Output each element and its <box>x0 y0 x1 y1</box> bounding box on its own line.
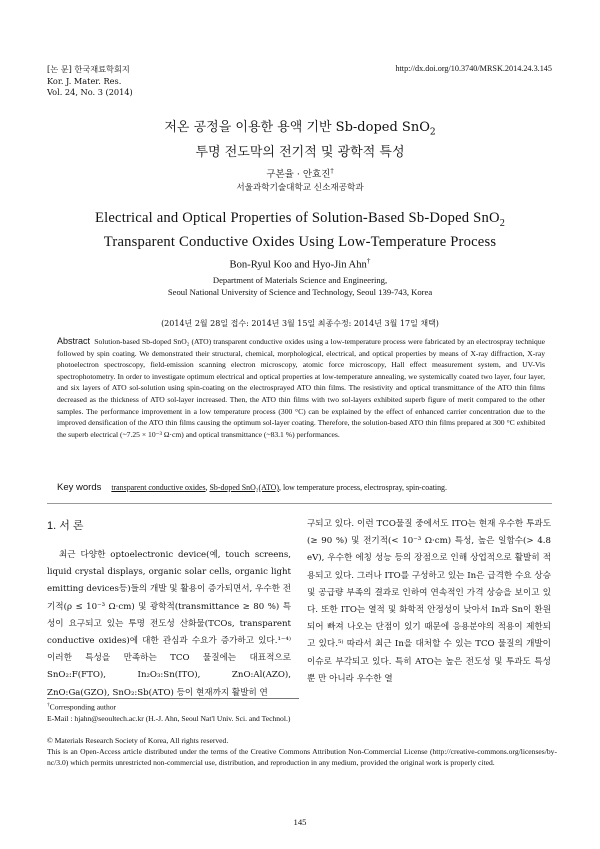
english-affiliation <box>0 274 600 299</box>
footnote-dagger: † <box>47 702 50 708</box>
korean-authors-dagger: † <box>330 166 334 175</box>
footnote-corresponding-author: Corresponding author <box>49 702 117 712</box>
journal-header <box>47 64 133 99</box>
right-column-paragraph: 구되고 있다. 이런 TCO물질 중에서도 ITO는 현재 우수한 투과도(≥ 90 %) 및 전기적(< 10⁻³ Ω·cm) 특성, 높은 일함수(> 4.8 eV), 우수한 에칭 성능 등의 장점으로 인해 상업적으로 활발히 적용되고 있다. 그러나 ITO를 구성하고 있는 In은 급격한 수요 상승 및 공급량 부족의 결과로 인하여 연속적인 가격 상승을 보이고 있다. 또한 ITO는 열적 및 화학적 안정성이 낮아서 In과 Sn이 환원되어 빠져 나오는 단점이 있기 때문에 응용분야의 적용이 제한되고 있다.⁵⁾ 따라서 최근 In을 대처할 수 있는 TCO 물질의 개발이 이슈로 부각되고 있다. 특히 ATO는 높은 전도성 및 투과도 특성뿐 만 아니라 우수한 열 <box>307 519 551 684</box>
english-affiliation-line2: Seoul National University of Science and Technology, Seoul 139-743, Korea <box>167 287 433 298</box>
copyright-notice: © Materials Research Society of Korea, All rights reserved. <box>47 736 229 745</box>
english-authors-names: Bon-Ryul Koo and Hyo-Jin Ahn <box>229 259 367 271</box>
keywords-rest: , low temperature process, electrospray, spin-coating. <box>279 483 447 492</box>
keyword-tco: transparent conductive oxides <box>111 483 206 492</box>
submission-dates: (2014년 2월 28일 접수: 2014년 3월 15일 최종수정: 2014년 3월 17일 채택) <box>161 319 439 328</box>
footnotes <box>47 700 557 724</box>
english-title-line2: Transparent Conductive Oxides Using Low-Temperature Process <box>103 233 497 250</box>
english-authors-dagger: † <box>366 256 371 265</box>
abstract-label: Abstract <box>57 336 91 346</box>
english-title <box>30 209 570 252</box>
korean-authors-names: 구본율 · 안효진 <box>266 169 331 180</box>
korean-title-line1: 저온 공정을 이용한 용액 기반 Sb-doped SnO <box>164 120 430 135</box>
page-number: 145 <box>293 817 307 827</box>
keywords-label: Key words <box>57 482 102 493</box>
korean-affiliation: 서울과학기술대학교 신소재공학과 <box>236 183 364 193</box>
korean-title-line2: 투명 전도막의 전기적 및 광학적 특성 <box>195 144 405 160</box>
korean-authors <box>0 166 600 180</box>
abstract-text: Solution-based Sb-doped SnO₂ (ATO) transparent conductive oxides using a low-temperature process were fabricated by an electrospray technique followed by spin coating. We demonstrated their structural, chemical, morphological, electrical, and optical properties by means of X-ray diffraction, X-ray photoelectron spectroscopy, field-emission scanning electron microscopy, atomic force microscopy, Hall effect measurement system, and UV-Vis spectrophotometry. In order to investigate optimum electrical and optical properties at low-temperature annealing, we systemically coated two layer, four layer, and six layers of ATO sol-solution using spin-coating on the electrosprayed ATO thin films. The resistivity and optical transmittance of the ATO thin films decreased as the thickness of ATO sol-layer increased. Then, the ATO thin films with two sol-layers exhibited superb figure of merit compared to the other samples. The performance improvement in a low temperature process (300 °C) can be explained by the effect of enhanced carrier concentration due to the improved densification of the ATO thin films causing the optimum sol-layer coating. Therefore, the solution-based ATO thin films prepared at 300 °C exhibited the superb electrical (~7.25 × 10⁻³ Ω·cm) and optical transmittance (~83.1 %) performances. <box>57 337 545 439</box>
right-column <box>307 516 551 688</box>
journal-name-kr: [논 문] 한국재료학회지 <box>47 64 130 74</box>
korean-title-subscript: 2 <box>429 127 436 138</box>
license-text: This is an Open-Access article distributed under the terms of the Creative Commons Attribution Non-Commercial License (http://creative-commons.org/licenses/by-nc/3.0) which permits unrestricted non-commercial use, distribution, and reproduction in any medium, provided the original work is properly cited. <box>47 747 557 768</box>
korean-title <box>0 118 600 162</box>
left-column-paragraph: 최근 다양한 optoelectronic device(예, touch screens, liquid crystal displays, organic solar cells, organic light emitting devices등)들의 개발 및 활용이 증가되면서, 우수한 전기적(ρ ≤ 10⁻³ Ω·cm) 및 광학적(transmittance ≥ 80 %) 특성이 요구되고 있는 투명 전도성 산화물(TCOs, transparent conductive oxides)에 대한 관심과 수요가 증가하고 있다.¹⁻⁴⁾ 이러한 특성을 만족하는 TCO 물질에는 대표적으로 SnO₂:F(FTO), In₂O₃:Sn(ITO), ZnO:Al(AZO), ZnO:Ga(GZO), SnO₂:Sb(ATO) 등이 현재까지 활발히 연 <box>47 550 291 698</box>
abstract <box>57 336 545 440</box>
journal-volume: Vol. 24, No. 3 (2014) <box>47 87 133 97</box>
footnote-email: E-Mail : hjahn@seoultech.ac.kr (H.-J. Ahn, Seoul Nat'l Univ. Sci. and Technol.) <box>47 713 291 723</box>
english-title-subscript: 2 <box>499 217 506 229</box>
section-heading-introduction: 1. 서 론 <box>47 520 84 532</box>
section-divider <box>47 503 552 504</box>
left-column <box>47 547 291 702</box>
keyword-ato: Sb-doped SnO₂(ATO) <box>209 483 279 492</box>
footnote-rule <box>47 698 299 699</box>
keywords: Key words transparent conductive oxides, Sb-doped SnO₂(ATO), low temperature process, electrospray, spin-coating. <box>57 482 447 493</box>
english-authors <box>0 256 600 271</box>
doi-link[interactable]: http://dx.doi.org/10.3740/MRSK.2014.24.3.145 <box>395 64 552 73</box>
english-affiliation-line1: Department of Materials Science and Engineering, <box>212 275 388 285</box>
journal-name-en: Kor. J. Mater. Res. <box>47 75 122 86</box>
license-block <box>47 735 557 769</box>
english-title-line1: Electrical and Optical Properties of Solution-Based Sb-Doped SnO <box>94 210 500 226</box>
